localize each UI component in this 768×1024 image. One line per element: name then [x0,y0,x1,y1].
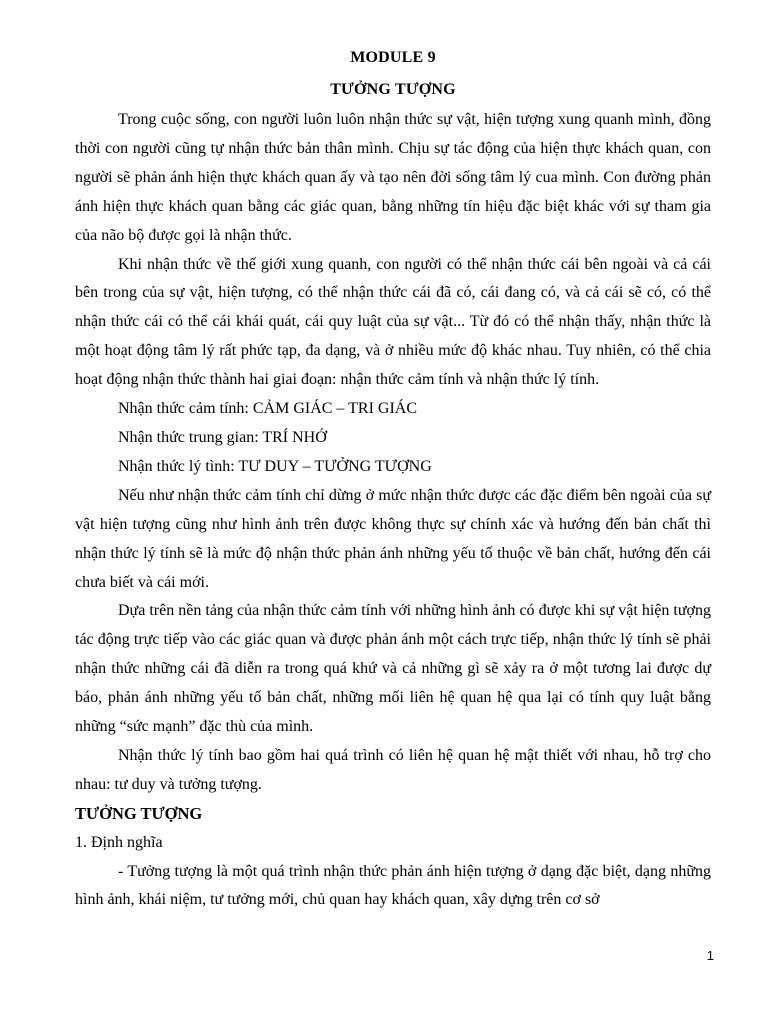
paragraph: Dựa trên nền tảng của nhận thức cảm tính với những hình ảnh có được khi sự vật hiện tượng tác động trực tiếp vào các giác quan và được phản ánh một cách trực tiếp, nhận thức lý tính sẽ phải nhận thức những cái đã diễn ra trong quá khứ và cả những gì sẽ xảy ra ở một tương lai được dự báo, phản ánh những yếu tố bản chất, những mối liên hệ quan hệ qua lại có tính quy luật bằng những “sức mạnh” đặc thù của mình. [75,602,711,736]
topic-title: TƯỞNG TƯỢNG [330,81,456,98]
paragraph: Trong cuộc sống, con người luôn luôn nhận thức sự vật, hiện tượng xung quanh mình, đồng thời con người cũng tự nhận thức bản thân mình. Chịu sự tác động của hiện thực khách quan, con người sẽ phản ánh hiện thực khách quan ấy và tạo nên đời sống tâm lý cua mình. Con đường phản ánh hiện thực khách quan bằng các giác quan, bằng những tín hiệu đặc biệt khác với sự tham gia của não bộ được gọi là nhận thức. [75,111,711,244]
page-number: 1 [706,948,714,963]
definition-paragraph: - Tưởng tượng là một quá trình nhận thức phản ánh hiện tượng ở dạng đặc biệt, dạng những hình ảnh, khái niệm, tư tưởng mới, chủ quan hay khách quan, xây dựng trên cơ sở [75,862,711,909]
paragraph: Nếu như nhận thức cảm tính chỉ dừng ở mức nhận thức được các đặc điểm bên ngoài của sự vật hiện tượng cũng như hình ảnh trên được không thực sự chính xác và hướng đến bản chất thì nhận thức lý tính sẽ là mức độ nhận thức phản ánh những yếu tố thuộc về bản chất, hướng đến cái chưa biết và cái mới. [75,486,711,591]
paragraph: Nhận thức lý tính bao gồm hai quá trình có liên hệ quan hệ mật thiết với nhau, hỗ trợ cho nhau: tư duy và tưởng tượng. [75,746,711,793]
level-item: Nhận thức trung gian: TRÍ NHỚ [118,428,327,446]
level-item: Nhận thức lý tình: TƯ DUY – TƯỞNG TƯỢNG [118,457,432,475]
module-title: MODULE 9 [350,49,436,66]
document-body [75,106,711,915]
subsection-heading: 1. Định nghĩa [75,833,163,851]
section-heading: TƯỞNG TƯỢNG [75,803,203,823]
paragraph: Khi nhận thức về thế giới xung quanh, con người có thể nhận thức cái bên ngoài và cả cái bên trong của sự vật, hiện tượng, có thể nhận thức cái đã có, cái đang có, và cả cái sẽ có, có thể nhận thức cái có thể cái khái quát, cái quy luật của sự vật... Từ đó có thể nhận thấy, nhận thức là một hoạt động tâm lý rất phức tạp, đa dạng, và ở nhiều mức độ khác nhau. Tuy nhiên, có thể chia hoạt động nhận thức thành hai giai đoạn: nhận thức cảm tính và nhận thức lý tính. [75,255,711,389]
level-item: Nhận thức cảm tính: CẢM GIÁC – TRI GIÁC [118,400,418,418]
